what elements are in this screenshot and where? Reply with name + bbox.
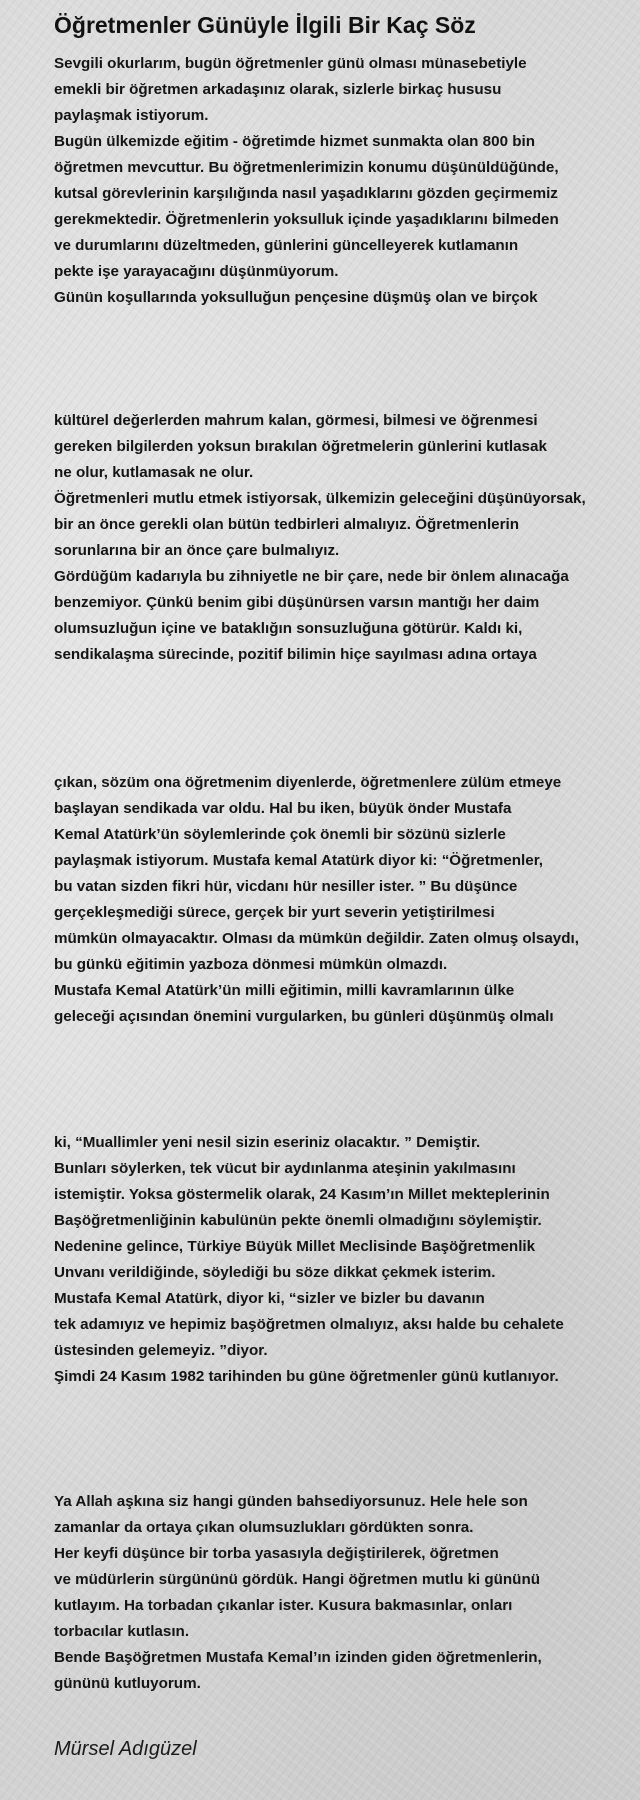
paragraph-block-4 xyxy=(54,1130,634,1390)
text-line: sorunlarına bir an önce çare bulmalıyız. xyxy=(54,542,340,559)
text-line: Ya Allah aşkına siz hangi günden bahsediyorsunuz. Hele hele son xyxy=(54,1493,528,1510)
text-line: Her keyfi düşünce bir torba yasasıyla değiştirilerek, öğretmen xyxy=(54,1545,499,1562)
text-line: gününü kutluyorum. xyxy=(54,1675,201,1692)
text-line: kutsal görevlerinin karşılığında nasıl yaşadıklarını gözden geçirmemiz xyxy=(54,185,558,202)
paragraph-block-1 xyxy=(54,51,634,311)
text-line: Mustafa Kemal Atatürk, diyor ki, “sizler ve bizler bu davanın xyxy=(54,1290,485,1307)
text-line: geleceği açısından önemini vurgularken, bu günleri düşünmüş olmalı xyxy=(54,1008,554,1025)
text-line: sendikalaşma sürecinde, pozitif bilimin hiçe sayılması adına ortaya xyxy=(54,646,537,663)
text-line: Unvanı verildiğinde, söylediği bu söze dikkat çekmek isterim. xyxy=(54,1264,496,1281)
text-line: ve müdürlerin sürgününü gördük. Hangi öğretmen mutlu ki gününü xyxy=(54,1571,540,1588)
text-line: Bunları söylerken, tek vücut bir aydınlanma ateşinin yakılmasını xyxy=(54,1160,516,1177)
text-line: başlayan sendikada var oldu. Hal bu iken, büyük önder Mustafa xyxy=(54,800,512,817)
text-line: gereken bilgilerden yoksun bırakılan öğretmelerin günlerini kutlasak xyxy=(54,438,547,455)
text-line: öğretmen mevcuttur. Bu öğretmenlerimizin konumu düşünüldüğünde, xyxy=(54,159,559,176)
text-line: gerçekleşmediği sürece, gerçek bir yurt severin yetiştirilmesi xyxy=(54,904,495,921)
text-line: Başöğretmenliğinin kabulünün pekte önemli olmadığını söylemiştir. xyxy=(54,1212,542,1229)
text-line: paylaşmak istiyorum. xyxy=(54,107,209,124)
text-line: benzemiyor. Çünkü benim gibi düşünürsen varsın mantığı her daim xyxy=(54,594,540,611)
paragraph-block-3 xyxy=(54,770,634,1030)
text-line: Şimdi 24 Kasım 1982 tarihinden bu güne öğretmenler günü kutlanıyor. xyxy=(54,1368,559,1385)
author-signature: Mürsel Adıgüzel xyxy=(54,1738,197,1760)
text-line: kutlayım. Ha torbadan çıkanlar ister. Kusura bakmasınlar, onları xyxy=(54,1597,513,1614)
text-line: olumsuzluğun içine ve bataklığın sonsuzluğuna götürür. Kaldı ki, xyxy=(54,620,523,637)
text-line: Sevgili okurlarım, bugün öğretmenler günü olması münasebetiyle xyxy=(54,55,527,72)
text-line: ne olur, kutlamasak ne olur. xyxy=(54,464,254,481)
paragraph-block-2 xyxy=(54,408,634,668)
paragraph-block-5 xyxy=(54,1489,634,1697)
text-line: Gördüğüm kadarıyla bu zihniyetle ne bir çare, nede bir önlem alınacağa xyxy=(54,568,569,585)
text-line: bu vatan sizden fikri hür, vicdanı hür nesiller ister. ” Bu düşünce xyxy=(54,878,518,895)
text-line: Mustafa Kemal Atatürk’ün milli eğitimin, milli kavramlarının ülke xyxy=(54,982,515,999)
text-line: Bende Başöğretmen Mustafa Kemal’ın izinden giden öğretmenlerin, xyxy=(54,1649,542,1666)
text-line: torbacılar kutlasın. xyxy=(54,1623,190,1640)
text-line: çıkan, sözüm ona öğretmenim diyenlerde, öğretmenlere zülüm etmeye xyxy=(54,774,562,791)
text-line: Bugün ülkemizde eğitim - öğretimde hizmet sunmakta olan 800 bin xyxy=(54,133,536,150)
page-title: Öğretmenler Günüyle İlgili Bir Kaç Söz xyxy=(54,12,476,38)
text-line: pekte işe yarayacağını düşünmüyorum. xyxy=(54,263,339,280)
text-line: gerekmektedir. Öğretmenlerin yoksulluk içinde yaşadıklarını bilmeden xyxy=(54,211,559,228)
text-line: ve durumlarını düzeltmeden, günlerini güncelleyerek kutlamanın xyxy=(54,237,519,254)
text-line: Öğretmenleri mutlu etmek istiyorsak, ülkemizin geleceğini düşünüyorsak, xyxy=(54,490,586,507)
text-line: tek adamıyız ve hepimiz başöğretmen olmalıyız, aksı halde bu cehalete xyxy=(54,1316,564,1333)
text-line: mümkün olmayacaktır. Olması da mümkün değildir. Zaten olmuş olsaydı, xyxy=(54,930,579,947)
text-line: Günün koşullarında yoksulluğun pençesine düşmüş olan ve birçok xyxy=(54,289,538,306)
text-line: istemiştir. Yoksa göstermelik olarak, 24 Kasım’ın Millet mekteplerinin xyxy=(54,1186,550,1203)
text-line: Nedenine gelince, Türkiye Büyük Millet Meclisinde Başöğretmenlik xyxy=(54,1238,536,1255)
text-line: bu günkü eğitimin yazboza dönmesi mümkün olmazdı. xyxy=(54,956,448,973)
text-line: kültürel değerlerden mahrum kalan, görmesi, bilmesi ve öğrenmesi xyxy=(54,412,538,429)
text-line: üstesinden gelemeyiz. ”diyor. xyxy=(54,1342,268,1359)
text-line: bir an önce gerekli olan bütün tedbirleri almalıyız. Öğretmenlerin xyxy=(54,516,520,533)
text-line: zamanlar da ortaya çıkan olumsuzlukları gördükten sonra. xyxy=(54,1519,474,1536)
text-line: paylaşmak istiyorum. Mustafa kemal Atatürk diyor ki: “Öğretmenler, xyxy=(54,852,543,869)
text-line: emekli bir öğretmen arkadaşınız olarak, sizlerle birkaç hususu xyxy=(54,81,502,98)
text-line: Kemal Atatürk’ün söylemlerinde çok önemli bir sözünü sizlerle xyxy=(54,826,506,843)
text-line: ki, “Muallimler yeni nesil sizin eseriniz olacaktır. ” Demiştir. xyxy=(54,1134,481,1151)
